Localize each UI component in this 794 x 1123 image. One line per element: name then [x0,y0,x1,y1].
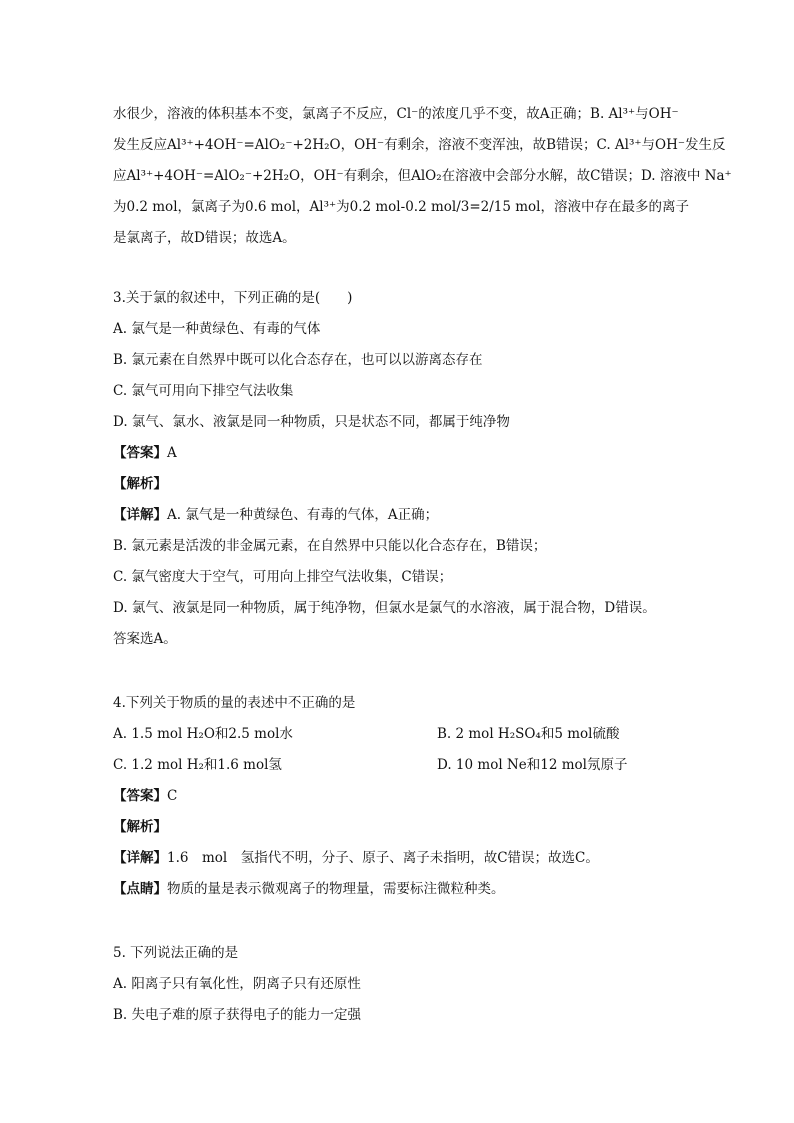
q3-detail-d: D. 氯气、液氯是同一种物质，属于纯净物，但氯水是氯气的水溶液，属于混合物，D错误。 [113,600,656,616]
q3-option-c: C. 氯气可用向下排空气法收集 [113,383,294,399]
q4-note-text: 物质的量是表示微观离子的物理量，需要标注微粒种类。 [167,881,505,897]
q3-detail-c: C. 氯气密度大于空气，可用向上排空气法收集，C错误； [113,569,453,585]
q4-answer-value: C [167,788,178,804]
q3-detail-a-text: A. 氯气是一种黄绿色、有毒的气体，A正确； [167,507,439,523]
q4-detail-tag: 【详解】 [113,850,167,866]
prev-analysis-line-4: 为0.2 mol，氯离子为0.6 mol，Al³⁺为0.2 mol-0.2 mol/3=2/15 mol，溶液中存在最多的离子 [113,199,689,215]
q5-option-b: B. 失电子难的原子获得电子的能力一定强 [113,1007,362,1023]
q5-stem: 5. 下列说法正确的是 [113,945,239,961]
q4-analysis-tag: 【解析】 [113,819,167,835]
q4-answer [113,786,177,806]
q4-stem: 4.下列关于物质的量的表述中不正确的是 [113,695,356,711]
prev-analysis-line-2: 发生反应Al³⁺+4OH⁻=AlO₂⁻+2H₂O，OH⁻有剩余，溶液不变浑浊，故B错误；C. Al³⁺与OH⁻发生反 [113,137,726,153]
q4-answer-tag: 【答案】 [113,788,167,804]
q4-option-d: D. 10 mol Ne和12 mol氖原子 [437,757,628,773]
q3-detail-b: B. 氯元素是活泼的非金属元素，在自然界中只能以化合态存在，B错误； [113,538,547,554]
q3-answer-value: A [167,445,177,461]
q4-note-tag: 【点睛】 [113,881,167,897]
q3-option-a: A. 氯气是一种黄绿色、有毒的气体 [113,321,321,337]
q5-option-a: A. 阳离子只有氧化性，阴离子只有还原性 [113,976,361,992]
q3-answer-tag: 【答案】 [113,445,167,461]
q4-detail-text: 1.6 mol 氢指代不明，分子、原子、离子未指明，故C错误；故选C。 [167,850,599,866]
prev-analysis-line-5: 是氯离子，故D错误；故选A。 [113,230,296,246]
q4-option-c: C. 1.2 mol H₂和1.6 mol氢 [113,757,282,773]
q3-answer [113,443,177,463]
q3-analysis-tag: 【解析】 [113,476,167,492]
q3-detail-a [113,505,438,525]
prev-analysis-line-1: 水很少，溶液的体积基本不变，氯离子不反应，Cl⁻的浓度几乎不变，故A正确；B. Al³⁺与OH⁻ [113,106,679,122]
q3-option-d: D. 氯气、氯水、液氯是同一种物质，只是状态不同，都属于纯净物 [113,414,510,430]
q3-option-b: B. 氯元素在自然界中既可以化合态存在，也可以以游离态存在 [113,352,483,368]
q3-detail-tag: 【详解】 [113,507,167,523]
q4-option-b: B. 2 mol H₂SO₄和5 mol硫酸 [437,726,620,742]
q4-option-a: A. 1.5 mol H₂O和2.5 mol水 [113,726,293,742]
q3-stem: 3.关于氯的叙述中，下列正确的是( ) [113,290,353,306]
q4-note [113,879,505,899]
prev-analysis-line-3: 应Al³⁺+4OH⁻=AlO₂⁻+2H₂O，OH⁻有剩余，但AlO₂在溶液中会部分水解，故C错误；D. 溶液中 Na⁺ [113,168,732,184]
q3-conclusion: 答案选A。 [113,631,177,647]
q4-detail [113,848,599,868]
